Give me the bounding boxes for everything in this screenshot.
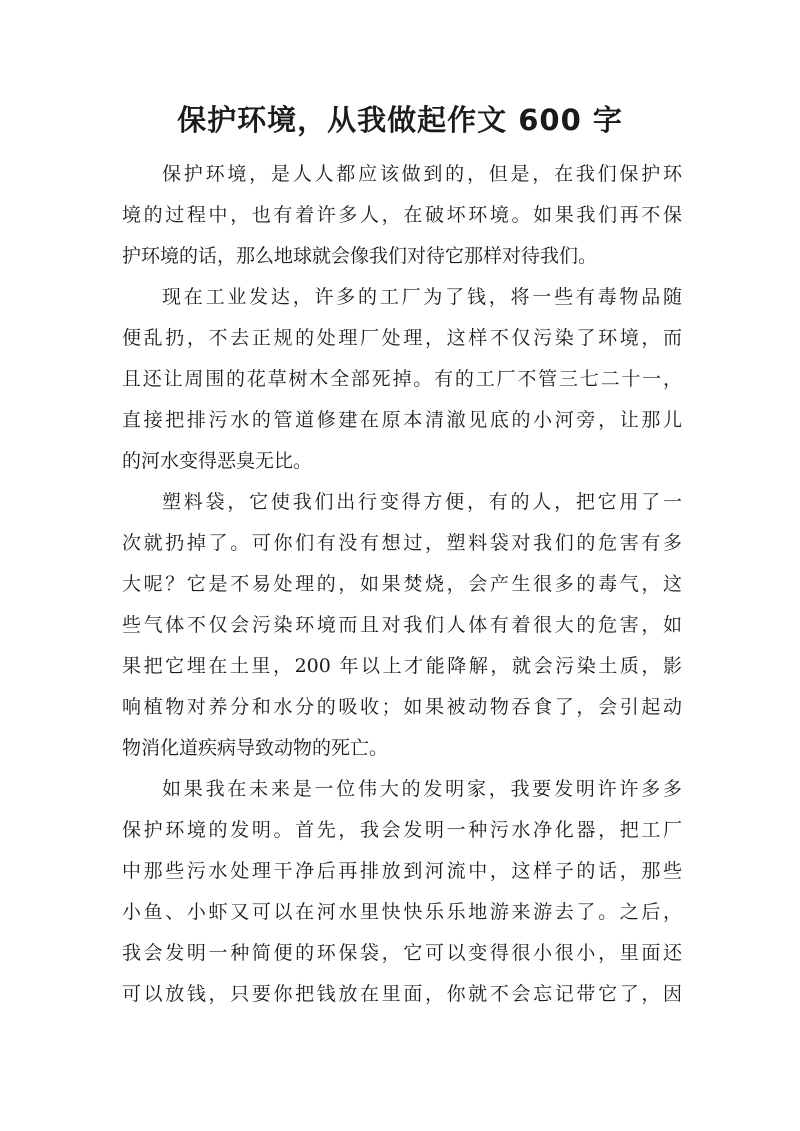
paragraph-line: 中那些污水处理干净后再排放到河流中，这样子的话，那些 — [122, 860, 682, 882]
paragraph-line: 保护环境的发明。首先，我会发明一种污水净化器，把工厂 — [122, 819, 682, 841]
paragraph-4 — [122, 769, 682, 1015]
paragraph-line: 如果我在未来是一位伟大的发明家，我要发明许许多多 — [162, 778, 682, 800]
paragraph-line: 我会发明一种简便的环保袋，它可以变得很小很小，里面还 — [122, 942, 682, 964]
paragraph-line: 可以放钱，只要你把钱放在里面，你就不会忘记带它了，因 — [122, 983, 682, 1005]
paragraph-line: 护环境的话，那么地球就会像我们对待它那样对待我们。 — [122, 245, 598, 267]
paragraph-line: 小鱼、小虾又可以在河水里快快乐乐地游来游去了。之后， — [122, 901, 682, 923]
paragraph-line: 响植物对养分和水分的吸收；如果被动物吞食了，会引起动 — [122, 696, 682, 718]
paragraph-line: 且还让周围的花草树木全部死掉。有的工厂不管三七二十一， — [122, 368, 682, 390]
paragraph-line: 果把它埋在土里，200 年以上才能降解，就会污染土质，影 — [122, 655, 682, 677]
document-title: 保护环境，从我做起作文 600 字 — [177, 103, 623, 137]
paragraph-line: 直接把排污水的管道修建在原本清澈见底的小河旁，让那儿 — [122, 409, 682, 431]
paragraph-line: 些气体不仅会污染环境而且对我们人体有着很大的危害，如 — [122, 614, 682, 636]
paragraph-3 — [122, 482, 682, 769]
paragraph-line: 物消化道疾病导致动物的死亡。 — [122, 737, 389, 759]
paragraph-1 — [122, 154, 682, 277]
paragraph-2 — [122, 277, 682, 482]
paragraph-line: 便乱扔，不去正规的处理厂处理，这样不仅污染了环境，而 — [122, 327, 682, 349]
paragraph-line: 保护环境，是人人都应该做到的，但是，在我们保护环 — [162, 163, 682, 185]
document-body — [122, 154, 682, 1015]
paragraph-line: 次就扔掉了。可你们有没有想过，塑料袋对我们的危害有多 — [122, 532, 682, 554]
paragraph-line: 塑料袋，它使我们出行变得方便，有的人，把它用了一 — [162, 491, 682, 513]
paragraph-line: 大呢？它是不易处理的，如果焚烧，会产生很多的毒气，这 — [122, 573, 682, 595]
paragraph-line: 现在工业发达，许多的工厂为了钱，将一些有毒物品随 — [162, 286, 682, 308]
paragraph-line: 的河水变得恶臭无比。 — [122, 450, 313, 472]
paragraph-line: 境的过程中，也有着许多人，在破坏环境。如果我们再不保 — [122, 204, 682, 226]
